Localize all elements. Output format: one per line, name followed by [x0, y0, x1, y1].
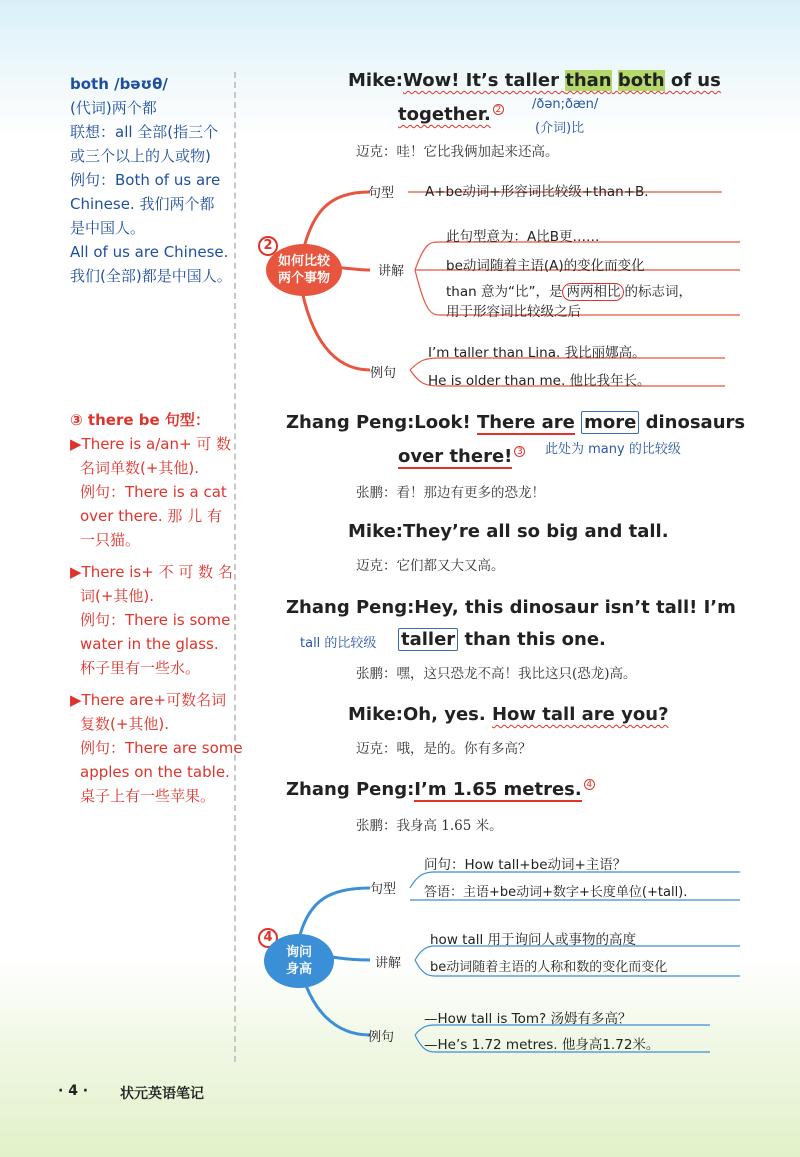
dialogue-line-5: Mike:Oh, yes. How tall are you?	[348, 704, 669, 725]
mindmap-2-explain-3: than 意为“比”，是 两两相比 的标志词，	[446, 284, 692, 300]
dialogue-line-2-cont	[398, 446, 525, 467]
line-2-text-c: over there!	[398, 446, 513, 467]
line-1-text-c: together.	[398, 104, 491, 125]
there-rule-3-d: apples on the table.	[80, 763, 230, 781]
mindmap-2-example-2: He is older than me. 他比我年长。	[428, 373, 651, 389]
mindmap-4-label-pattern: 句型	[370, 882, 397, 897]
speaker-mike: Mike:	[348, 70, 403, 91]
mindmap-2-explain-2: be动词随着主语(A)的变化而变化	[446, 258, 645, 274]
there-rule-3-e: 桌子上有一些苹果。	[80, 787, 216, 805]
there-rule-2-e: 杯子里有一些水。	[80, 659, 201, 677]
speaker-mike-3: Mike:	[348, 704, 403, 725]
there-rule-2-b: 词(+其他).	[80, 587, 155, 605]
line-1-text-a: Wow! It’s taller than both of us	[402, 70, 721, 91]
mindmap-2-center: 如何比较 两个事物	[266, 244, 342, 296]
mindmap-2-label-explain: 讲解	[378, 264, 405, 279]
word-taller: taller	[398, 628, 458, 651]
mindmap-4-pattern-question: 问句：How tall+be动词+主语？	[424, 857, 627, 873]
mindmap-4-pattern-answer: 答语：主语+be动词+数字+长度单位(+tall).	[424, 885, 688, 900]
mindmap-4-number: 4	[258, 928, 278, 948]
both-example-4: All of us are Chinese.	[70, 243, 229, 261]
line-1-translation: 迈克：哇！它比我俩加起来还高。	[356, 144, 559, 160]
book-title: 状元英语笔记	[120, 1086, 204, 1102]
there-rule-1-d: over there. 那 儿 有	[80, 507, 222, 525]
there-rule-1-e: 一只猫。	[80, 531, 141, 549]
more-note: 此处为 many 的比较级	[545, 442, 681, 457]
word-than: than	[565, 70, 612, 91]
dialogue-line-1	[348, 70, 721, 91]
than-phonetic: /ðən;ðæn/	[532, 97, 599, 112]
there-rule-2-c: 例句：There is some	[80, 611, 231, 629]
ref-mark-4: 4	[584, 779, 595, 790]
there-be-heading: ③ there be 句型：	[70, 411, 210, 429]
line-3-translation: 迈克：它们都又大又高。	[356, 558, 505, 574]
phrase-metres: I’m 1.65 metres.	[414, 779, 582, 800]
circled-phrase: 两两相比	[562, 283, 624, 301]
speaker-zhang-peng-3: Zhang Peng:	[286, 779, 415, 800]
there-rule-1-b: 名词单数(+其他).	[80, 459, 200, 477]
phrase-how-tall: How tall are you?	[491, 704, 669, 725]
both-pos: (代词)两个都	[70, 99, 157, 117]
there-rule-3-c: 例句：There are some	[80, 739, 243, 757]
mindmap-2-label-pattern: 句型	[368, 186, 395, 201]
mindmap-4-example-2: —He’s 1.72 metres. 他身高1.72米。	[424, 1037, 660, 1053]
page-number: · 4 ·	[58, 1083, 89, 1099]
there-rule-2: ▶There is+ 不 可 数 名	[70, 563, 233, 581]
both-headword: both /bəʊθ/	[70, 75, 168, 93]
speaker-zhang-peng: Zhang Peng:	[286, 412, 415, 433]
word-both: both	[617, 70, 665, 91]
there-rule-1-c: 例句：There is a cat	[80, 483, 227, 501]
there-rule-2-d: water in the glass.	[80, 635, 219, 653]
speaker-mike-2: Mike:	[348, 521, 403, 542]
there-rule-1: ▶There is a/an+ 可 数	[70, 435, 232, 453]
dialogue-line-3: Mike:They’re all so big and tall.	[348, 521, 669, 542]
ref-mark-2: 2	[493, 104, 504, 115]
mindmap-2-explain-3c: 用于形容词比较级之后	[446, 304, 581, 320]
both-note	[70, 72, 232, 288]
both-example-1: 例句：Both of us are	[70, 171, 221, 189]
mindmap-2-example-1: I’m taller than Lina. 我比丽娜高。	[428, 345, 646, 361]
mindmap-4-label-explain: 讲解	[375, 956, 402, 971]
mindmap-2-label-example: 例句	[370, 366, 397, 381]
both-example-2: Chinese. 我们两个都	[70, 195, 215, 213]
ref-mark-3: 3	[514, 446, 525, 457]
word-more: more	[581, 411, 639, 434]
both-example-3: 是中国人。	[70, 219, 146, 237]
line-2-translation: 张鹏：看！那边有更多的恐龙！	[356, 485, 545, 501]
mindmap-4-center: 询问 身高	[264, 934, 334, 988]
mindmap-4-label-example: 例句	[368, 1030, 395, 1045]
dialogue-line-1-cont	[398, 104, 504, 125]
mindmap-2-pattern: A+be动词+形容词比较级+than+B.	[425, 184, 649, 200]
dialogue-line-6	[286, 779, 595, 800]
dialogue-line-4: Zhang Peng:Hey, this dinosaur isn’t tall! I’m	[286, 597, 736, 618]
dialogue-line-2: Zhang Peng:Look! There are more dinosaurs	[286, 412, 746, 433]
both-assoc-1: 联想：all 全部(指三个	[70, 123, 219, 141]
dialogue-line-4-cont: taller than this one.	[398, 629, 606, 650]
there-rule-3: ▶There are+可数名词	[70, 691, 227, 709]
there-rule-3-b: 复数(+其他).	[80, 715, 170, 733]
line-6-translation: 张鹏：我身高 1.65 米。	[356, 818, 503, 834]
line-4-translation: 张鹏：嘿，这只恐龙不高！我比这只(恐龙)高。	[356, 666, 637, 682]
both-example-5: 我们(全部)都是中国人。	[70, 267, 232, 285]
speaker-zhang-peng-2: Zhang Peng:	[286, 597, 415, 618]
mindmap-4-explain-2: be动词随着主语的人称和数的变化而变化	[430, 960, 668, 975]
mindmap-2-number: 2	[258, 236, 278, 256]
both-assoc-2: 或三个以上的人或物)	[70, 147, 211, 165]
taller-note: tall 的比较级	[300, 636, 377, 651]
mindmap-4-example-1: —How tall is Tom? 汤姆有多高？	[424, 1011, 632, 1027]
mindmap-4-explain-1: how tall 用于询问人或事物的高度	[430, 932, 637, 948]
there-be-note	[70, 408, 243, 808]
mindmap-2-explain-1: 此句型意为：A比B更……	[446, 229, 600, 245]
phrase-there-are: There are	[476, 412, 575, 433]
than-pos: (介词)比	[535, 121, 585, 136]
line-5-translation: 迈克：哦，是的。你有多高？	[356, 741, 532, 757]
